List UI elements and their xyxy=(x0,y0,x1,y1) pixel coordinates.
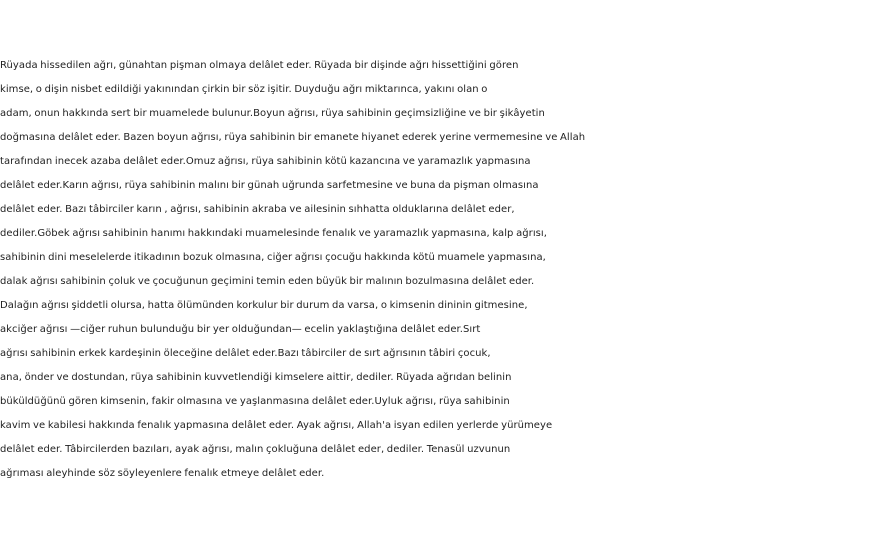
text-line: kimse, o dişin nisbet edildiği yakınından çirkin bir söz işitir. Duyduğu ağrı miktarınca, yakını olan o xyxy=(0,84,488,95)
text-line: ağrıması aleyhinde söz söyleyenlere fenalık etmeye delâlet eder. xyxy=(0,468,325,479)
text-line: delâlet eder. Tâbircilerden bazıları, ayak ağrısı, malın çokluğuna delâlet eder, dediler. Tenasül uzvunun xyxy=(0,444,511,455)
text-line: dalak ağrısı sahibinin çoluk ve çocuğunun geçimini temin eden büyük bir malının bozulmasına delâlet eder. xyxy=(0,276,535,287)
text-line: akciğer ağrısı —ciğer ruhun bulunduğu bir yer olduğundan— ecelin yaklaştığına delâlet eder.Sırt xyxy=(0,324,481,335)
text-line: ağrısı sahibinin erkek kardeşinin öleceğine delâlet eder.Bazı tâbirciler de sırt ağrısının tâbiri çocuk, xyxy=(0,348,491,359)
text-line: delâlet eder.Karın ağrısı, rüya sahibinin malını bir günah uğrunda sarfetmesine ve buna da pişman olmasına xyxy=(0,180,539,191)
text-line: Dalağın ağrısı şiddetli olursa, hatta ölümünden korkulur bir durum da varsa, o kimsenin dininin gitmesine, xyxy=(0,300,528,311)
text-line: delâlet eder. Bazı tâbirciler karın , ağrısı, sahibinin akraba ve ailesinin sıhhatta olduklarına delâlet eder, xyxy=(0,204,515,215)
text-line: dediler.Göbek ağrısı sahibinin hanımı hakkındaki muamelesinde fenalık ve yaramazlık yapmasına, kalp ağrısı, xyxy=(0,228,547,239)
text-line: kavim ve kabilesi hakkında fenalık yapmasına delâlet eder. Ayak ağrısı, Allah'a isyan edilen yerlerde yürümeye xyxy=(0,420,553,431)
text-line: büküldüğünü gören kimsenin, fakir olmasına ve yaşlanmasına delâlet eder.Uyluk ağrısı, rüya sahibinin xyxy=(0,396,510,407)
text-line: doğmasına delâlet eder. Bazen boyun ağrısı, rüya sahibinin bir emanete hiyanet ederek yerine vermemesine ve Allah xyxy=(0,132,586,143)
text-line: sahibinin dini meselelerde itikadının bozuk olmasına, ciğer ağrısı çocuğu hakkında kötü muamele yapmasına, xyxy=(0,252,546,263)
text-line: ana, önder ve dostundan, rüya sahibinin kuvvetlendiği kimselere aittir, dediler. Rüyada ağrıdan belinin xyxy=(0,372,512,383)
text-line: adam, onun hakkında sert bir muamelede bulunur.Boyun ağrısı, rüya sahibinin geçimsizliğine ve bir şikâyetin xyxy=(0,108,545,119)
text-line: tarafından inecek azaba delâlet eder.Omuz ağrısı, rüya sahibinin kötü kazancına ve yaramazlık yapmasına xyxy=(0,156,531,167)
text-line: Rüyada hissedilen ağrı, günahtan pişman olmaya delâlet eder. Rüyada bir dişinde ağrı hissettiğini gören xyxy=(0,60,519,71)
article-text xyxy=(0,54,880,486)
